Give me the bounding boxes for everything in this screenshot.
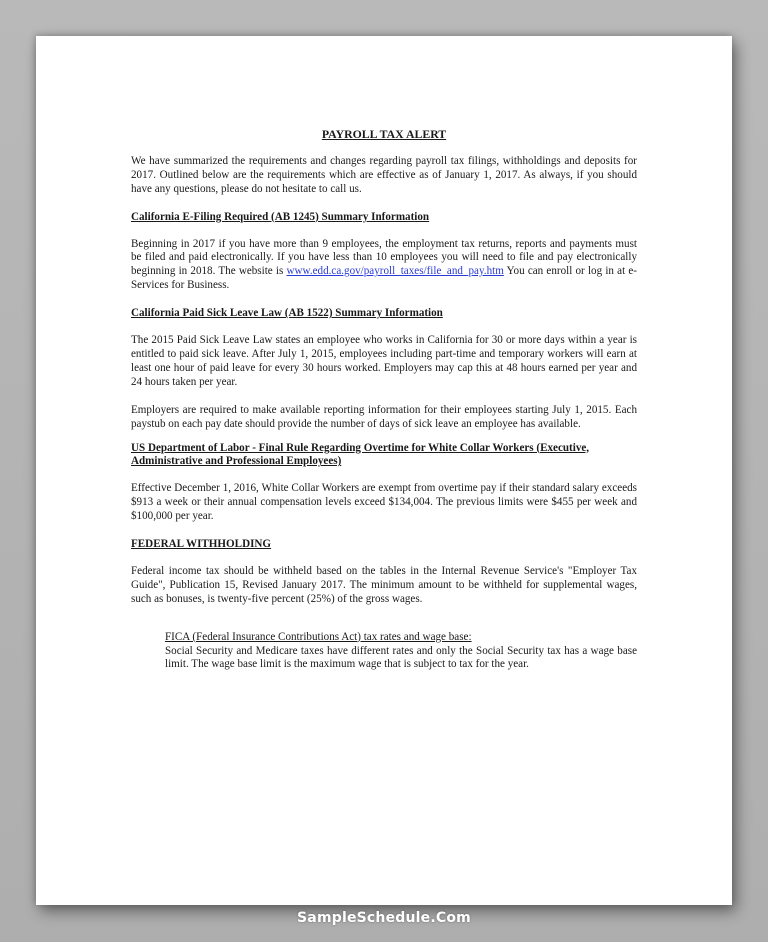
efiling-text-before: Beginning in 2017 if you have more than 9 employees, the employment tax returns, reports and payments must be filed and paid electronically. If you have less than 10 employees you will need to file and pay electronically beginning in 2018. The website is — [131, 237, 637, 278]
sick-leave-paragraph-2: Employers are required to make available reporting information for their employees starting July 1, 2015. Each paystub on each pay date should provide the number of days of sick leave an employee has available. — [131, 403, 637, 430]
document-page — [36, 36, 732, 905]
document-content — [131, 128, 637, 686]
intro-paragraph: We have summarized the requirements and changes regarding payroll tax filings, withholdings and deposits for 2017. Outlined below are the requirements which are effective as of January 1, 2017. As always, if you should have any questions, please do not hesitate to call us. — [131, 154, 637, 195]
section-heading-federal-withholding: FEDERAL WITHHOLDING — [131, 538, 272, 551]
fica-subheading: FICA (Federal Insurance Contributions Act) tax rates and wage base: — [165, 630, 472, 643]
edd-website-link[interactable]: www.edd.ca.gov/payroll_taxes/file_and_pay.htm — [286, 265, 504, 278]
section-heading-efiling: California E-Filing Required (AB 1245) Summary Information — [131, 210, 430, 223]
fica-block — [165, 631, 637, 673]
section-heading-sick-leave: California Paid Sick Leave Law (AB 1522) Summary Information — [131, 307, 443, 320]
federal-withholding-paragraph: Federal income tax should be withheld based on the tables in the Internal Revenue Service's "Employer Tax Guide", Publication 15, Revised January 2017. The minimum amount to be withheld for supplemental wages, such as bonuses, is twenty-five percent (25%) of the gross wages. — [131, 564, 637, 605]
efiling-text-after: You can enroll or log in at e-Services for Business. — [131, 265, 637, 292]
sick-leave-paragraph-1: The 2015 Paid Sick Leave Law states an employee who works in California for 30 or more days within a year is entitled to paid sick leave. After July 1, 2015, employees including part-time and temporary workers will earn at least one hour of paid leave for every 30 hours worked. Employers may cap this at 48 hours earned per year and 24 hours taken per year. — [131, 334, 637, 388]
watermark-text: SampleSchedule.Com — [297, 910, 471, 926]
efiling-paragraph — [131, 238, 637, 294]
overtime-paragraph: Effective December 1, 2016, White Collar Workers are exempt from overtime pay if their standard salary exceeds $913 a week or their annual compensation levels exceed $134,004. The previous limits were $455 per week and $100,000 per year. — [131, 482, 637, 523]
document-title: PAYROLL TAX ALERT — [321, 127, 447, 141]
fica-paragraph: Social Security and Medicare taxes have different rates and only the Social Security tax has a wage base limit. The wage base limit is the maximum wage that is subject to tax for the year. — [165, 644, 637, 671]
section-heading-overtime: US Department of Labor - Final Rule Regarding Overtime for White Collar Workers (Executive, Administrative and Professional Employees) — [131, 441, 590, 468]
